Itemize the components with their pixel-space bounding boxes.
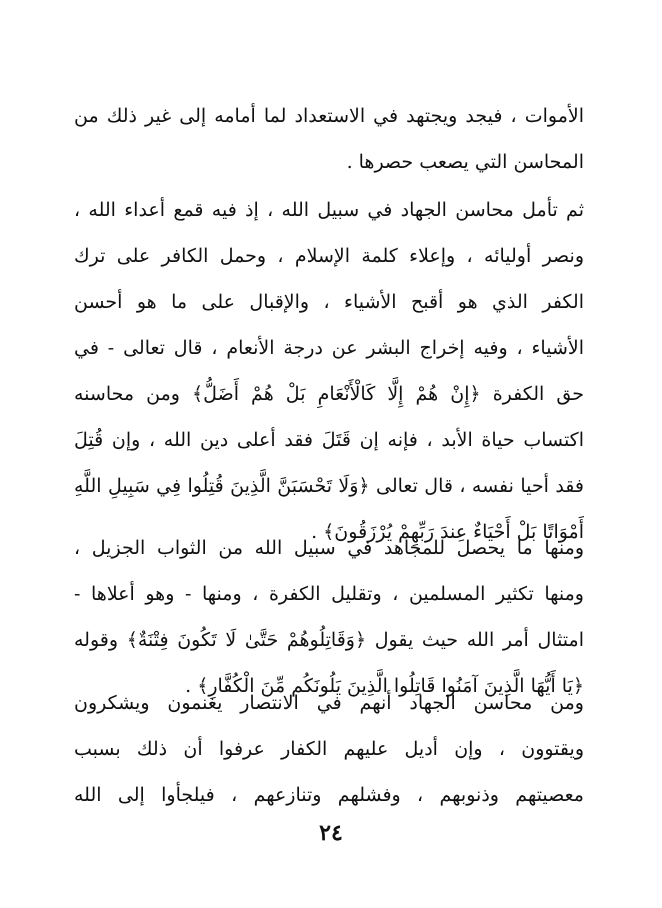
text-line: ومنها تكثير المسلمين ، وتقليل الكفرة ، ومنها - وهو أعلاها -	[74, 583, 584, 605]
text-line: امتثال أمر الله حيث يقول ﴿وَقَاتِلُوهُمْ حَتَّىٰ لَا تَكُونَ فِتْنَةٌ﴾ وقوله	[74, 629, 584, 651]
text-line: ومن محاسن الجهاد أنهم في الانتصار يغنمون ويشكرون	[74, 692, 584, 714]
text-line: أَمْوَاتًا بَلْ أَحْيَاءٌ عِندَ رَبِّهِمْ يُرْزَقُونَ﴾ .	[311, 521, 584, 543]
text-line: ثم تأمل محاسن الجهاد في سبيل الله ، إذ فيه قمع أعداء الله ،	[74, 199, 584, 221]
paragraph-1	[74, 93, 584, 185]
text-line: فقد أحيا نفسه ، قال تعالى ﴿وَلَا تَحْسَبَنَّ الَّذِينَ قُتِلُوا فِي سَبِيلِ اللَّهِ	[74, 475, 584, 497]
text-line: الأموات ، فيجد ويجتهد في الاستعداد لما أمامه إلى غير ذلك من	[74, 105, 584, 127]
text-line: اكتساب حياة الأبد ، فإنه إن قَتَلَ فقد أعلى دين الله ، وإن قُتِلَ	[74, 429, 584, 451]
page-number: ٢٤	[319, 820, 343, 846]
paragraph-4	[74, 680, 584, 818]
paragraph-2	[74, 187, 584, 555]
text-line: حق الكفرة ﴿إِنْ هُمْ إِلَّا كَالْأَنْعَامِ بَلْ هُمْ أَضَلُّ﴾ ومن محاسنه	[74, 383, 584, 405]
text-line: الأشياء ، وفيه إخراج البشر عن درجة الأنعام ، قال تعالى - في	[74, 337, 584, 359]
text-line: ونصر أوليائه ، وإعلاء كلمة الإسلام ، وحمل الكافر على ترك	[74, 245, 584, 267]
text-line: ومنها ما يحصل للمجاهد في سبيل الله من الثواب الجزيل ،	[74, 537, 584, 559]
text-line: معصيتهم وذنوبهم ، وفشلهم وتنازعهم ، فيلجأوا إلى الله	[74, 784, 584, 806]
text-line: المحاسن التي يصعب حصرها .	[346, 151, 584, 173]
text-line: ﴿يَا أَيُّهَا الَّذِينَ آمَنُوا قَاتِلُوا الَّذِينَ يَلُونَكُم مِّنَ الْكُفَّارِ﴾ .	[185, 675, 584, 697]
text-line: ويقتوون ، وإن أديل عليهم الكفار عرفوا أن ذلك بسبب	[74, 738, 584, 760]
text-line: الكفر الذي هو أقبح الأشياء ، والإقبال على ما هو أحسن	[74, 291, 584, 313]
